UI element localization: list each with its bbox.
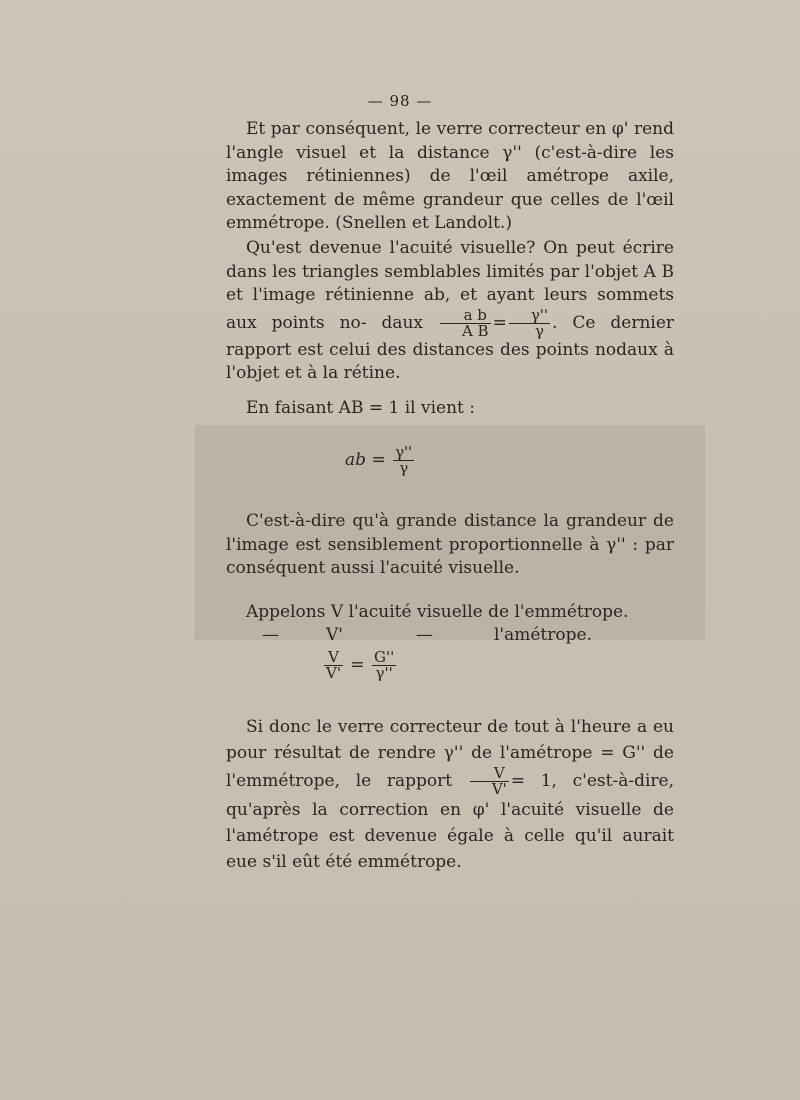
page-number: — 98 — (367, 92, 433, 110)
paragraph-5 (226, 714, 674, 875)
fraction-v-over-v-prime (470, 766, 509, 797)
definition-ametrope: l'amétrope. (494, 625, 592, 645)
equation-fraction-left (324, 650, 343, 681)
fraction-numerator: γ'' (395, 443, 413, 461)
equation-lhs: ab (345, 450, 367, 470)
paragraph-2-text-a: Qu'est devenue l'acuité visuelle? On peut écrire dans les triangles semblables limités par l'objet A B et l'image rétinienne ab, et ayant leurs sommets aux points no- (226, 238, 674, 333)
equation-v-ratio (322, 650, 398, 681)
equation-ab (345, 445, 416, 476)
definition-dash-2: — (416, 625, 433, 645)
fraction-numerator: V (324, 650, 343, 666)
paragraph-2-text-b: daux (381, 312, 424, 333)
equals-sign: = (492, 312, 507, 333)
fraction-numerator: a b (440, 308, 491, 324)
equation-equals: = (350, 655, 365, 675)
definition-v-prime: V' (326, 625, 343, 645)
fraction-numerator: V (470, 766, 509, 782)
paragraph-5-text-b: = 1, c'est-à-dire, qu'après la correction en φ' l'acuité visuelle de l'amétrope est devenue égale à celle qu'il aurait eue s'il eût été emmétrope. (226, 771, 674, 872)
equation-fraction-right (372, 650, 396, 681)
equation-equals: = (371, 450, 386, 470)
fraction-gamma (509, 305, 550, 340)
paragraph-1: Et par conséquent, le verre correcteur en φ' rend l'angle visuel et la distance γ'' (c'est-à-dire les images rétiniennes) de l'œil amétrope axile, exactement de même grandeur que celles de l'œil emmétrope. (Snellen et Landolt.) (226, 119, 674, 233)
equation-fraction (393, 445, 414, 476)
fraction-numerator: γ'' (509, 308, 550, 324)
definition-dash-1: — (262, 625, 279, 645)
fraction-numerator: G'' (374, 648, 395, 666)
fraction-denominator: A B (461, 321, 489, 340)
fraction-denominator: V' (491, 780, 507, 798)
paragraph-3: En faisant AB = 1 il vient : (246, 398, 476, 418)
fraction-denominator: γ'' (375, 664, 393, 682)
fraction-ab-over-AB (440, 305, 491, 340)
fraction-denominator: V' (326, 664, 341, 682)
paragraph-2-text-c: . Ce dernier rapport est celui des distances des points nodaux à l'objet et à la rétine. (226, 312, 675, 383)
paragraph-2 (226, 237, 674, 386)
fraction-denominator: γ (399, 459, 409, 477)
paragraph-4: C'est-à-dire qu'à grande distance la grandeur de l'image est sensiblement proportionnelle à γ'' : par conséquent aussi l'acuité visuelle. (226, 511, 674, 578)
fraction-denominator: γ (534, 321, 544, 340)
paragraph-5-text-a: Si donc le verre correcteur de tout à l'heure a eu pour résultat de rendre γ'' de l'amétrope = G'' de l'emmétrope, le rapport (226, 717, 674, 791)
definition-line-1: Appelons V l'acuité visuelle de l'emmétrope. (246, 602, 629, 622)
